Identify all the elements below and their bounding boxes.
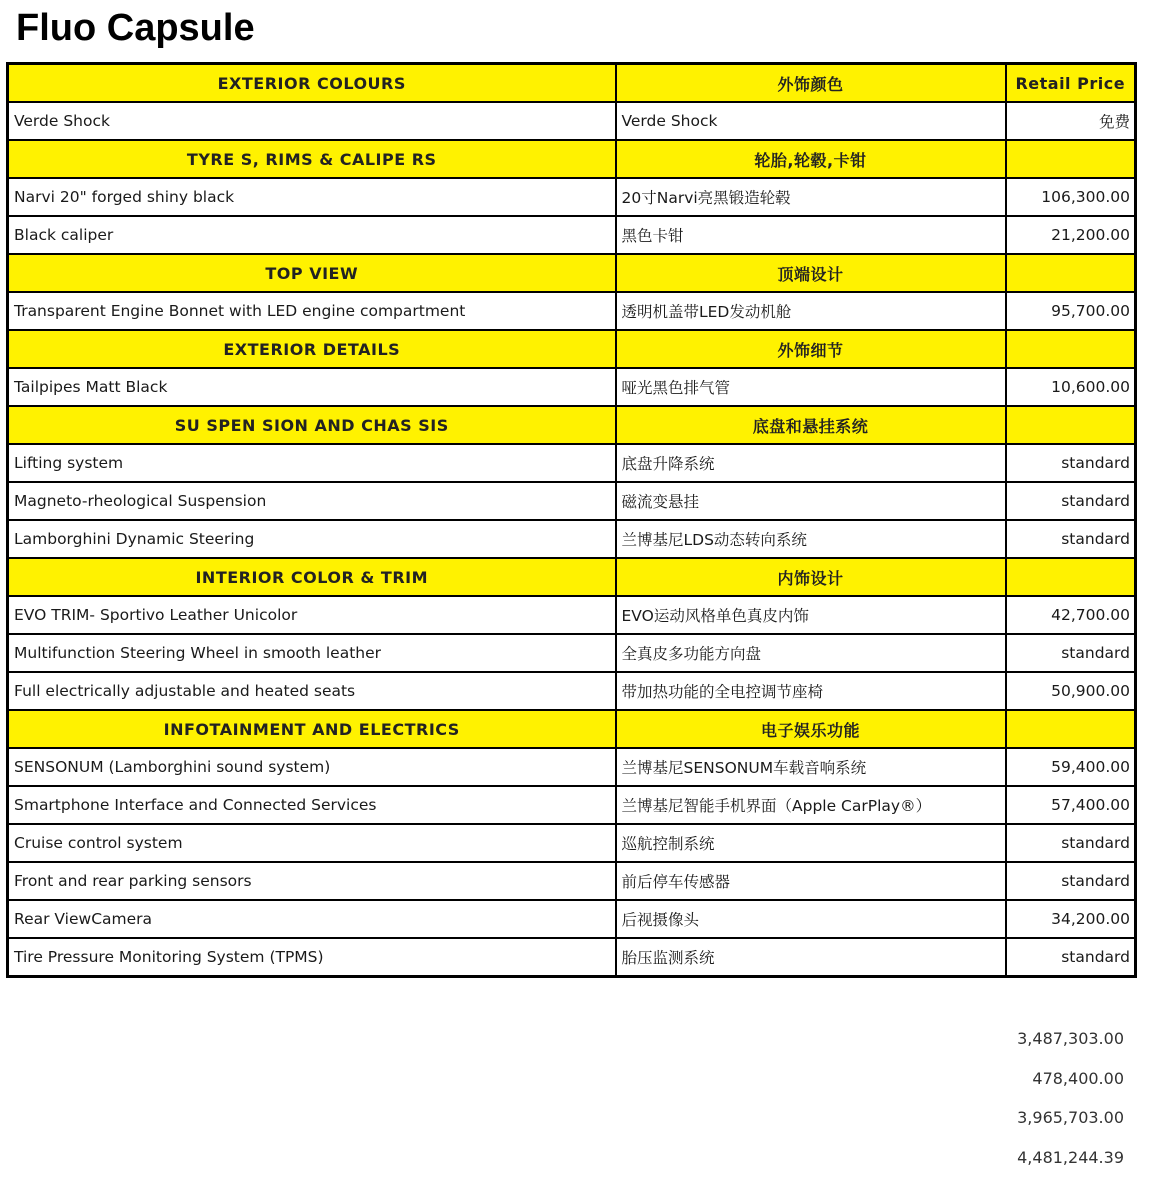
option-price: standard [1006, 444, 1136, 482]
section-header-zh: 电子娱乐功能 [616, 710, 1006, 748]
total-value: 478,400.00 [1032, 1068, 1124, 1088]
section-header-en: TOP VIEW [8, 254, 616, 292]
option-name-zh: EVO运动风格单色真皮内饰 [616, 596, 1006, 634]
section-header-price: Retail Price [1006, 64, 1136, 103]
table-row [8, 520, 1136, 558]
option-name-zh: 前后停车传感器 [616, 862, 1006, 900]
section-header-price [1006, 140, 1136, 178]
section-header-zh: 轮胎,轮毂,卡钳 [616, 140, 1006, 178]
options-table [6, 62, 1137, 978]
section-header-row [8, 140, 1136, 178]
option-price: 106,300.00 [1006, 178, 1136, 216]
options-table-body [8, 64, 1136, 977]
option-name-en: Magneto-rheological Suspension [8, 482, 616, 520]
option-name-zh: 兰博基尼智能手机界面（Apple CarPlay®） [616, 786, 1006, 824]
option-name-en: Cruise control system [8, 824, 616, 862]
section-header-en: EXTERIOR COLOURS [8, 64, 616, 103]
option-price: 34,200.00 [1006, 900, 1136, 938]
option-name-zh: Verde Shock [616, 102, 1006, 140]
section-header-row [8, 710, 1136, 748]
table-row [8, 748, 1136, 786]
option-name-zh: 后视摄像头 [616, 900, 1006, 938]
section-header-price [1006, 558, 1136, 596]
option-name-zh: 巡航控制系统 [616, 824, 1006, 862]
section-header-row [8, 330, 1136, 368]
section-header-en: EXTERIOR DETAILS [8, 330, 616, 368]
option-name-zh: 哑光黑色排气管 [616, 368, 1006, 406]
option-price: 免费 [1006, 102, 1136, 140]
section-header-row [8, 64, 1136, 103]
section-header-zh: 顶端设计 [616, 254, 1006, 292]
section-header-en: INFOTAINMENT AND ELECTRICS [8, 710, 616, 748]
option-name-en: Lamborghini Dynamic Steering [8, 520, 616, 558]
option-price: 10,600.00 [1006, 368, 1136, 406]
section-header-row [8, 254, 1136, 292]
option-name-en: Tailpipes Matt Black [8, 368, 616, 406]
total-value: 4,481,244.39 [1017, 1147, 1124, 1167]
option-price: standard [1006, 634, 1136, 672]
section-header-row [8, 558, 1136, 596]
section-header-zh: 外饰颜色 [616, 64, 1006, 103]
table-row [8, 596, 1136, 634]
table-row [8, 824, 1136, 862]
table-row [8, 444, 1136, 482]
option-name-en: Lifting system [8, 444, 616, 482]
section-header-zh: 内饰设计 [616, 558, 1006, 596]
table-row [8, 216, 1136, 254]
option-name-en: Multifunction Steering Wheel in smooth leather [8, 634, 616, 672]
option-price: 57,400.00 [1006, 786, 1136, 824]
option-name-en: Front and rear parking sensors [8, 862, 616, 900]
option-name-zh: 底盘升降系统 [616, 444, 1006, 482]
section-header-price [1006, 330, 1136, 368]
option-name-zh: 兰博基尼SENSONUM车载音响系统 [616, 748, 1006, 786]
option-name-zh: 透明机盖带LED发动机舱 [616, 292, 1006, 330]
table-row [8, 292, 1136, 330]
page-title: Fluo Capsule [16, 7, 255, 49]
option-price: standard [1006, 938, 1136, 977]
table-row [8, 672, 1136, 710]
option-name-zh: 20寸Narvi亮黑锻造轮毂 [616, 178, 1006, 216]
section-header-price [1006, 406, 1136, 444]
option-price: 21,200.00 [1006, 216, 1136, 254]
option-price: standard [1006, 824, 1136, 862]
option-name-en: Tire Pressure Monitoring System (TPMS) [8, 938, 616, 977]
table-row [8, 938, 1136, 977]
total-value: 3,965,703.00 [1017, 1108, 1124, 1127]
section-header-zh: 底盘和悬挂系统 [616, 406, 1006, 444]
option-name-en: EVO TRIM- Sportivo Leather Unicolor [8, 596, 616, 634]
option-name-en: Narvi 20" forged shiny black [8, 178, 616, 216]
section-header-row [8, 406, 1136, 444]
table-row [8, 786, 1136, 824]
option-name-en: Transparent Engine Bonnet with LED engine compartment [8, 292, 616, 330]
option-name-en: Rear ViewCamera [8, 900, 616, 938]
option-name-zh: 黑色卡钳 [616, 216, 1006, 254]
option-price: 95,700.00 [1006, 292, 1136, 330]
option-price: standard [1006, 482, 1136, 520]
option-name-en: SENSONUM (Lamborghini sound system) [8, 748, 616, 786]
table-row [8, 482, 1136, 520]
section-header-en: TYRE S, RIMS & CALIPE RS [8, 140, 616, 178]
option-price: standard [1006, 520, 1136, 558]
table-row [8, 102, 1136, 140]
total-value: 3,487,303.00 [1017, 1029, 1124, 1048]
table-row [8, 368, 1136, 406]
section-header-zh: 外饰细节 [616, 330, 1006, 368]
section-header-price [1006, 254, 1136, 292]
option-name-zh: 带加热功能的全电控调节座椅 [616, 672, 1006, 710]
section-header-en: SU SPEN SION AND CHAS SIS [8, 406, 616, 444]
section-header-en: INTERIOR COLOR & TRIM [8, 558, 616, 596]
option-name-zh: 兰博基尼LDS动态转向系统 [616, 520, 1006, 558]
option-name-en: Full electrically adjustable and heated seats [8, 672, 616, 710]
option-price: standard [1006, 862, 1136, 900]
option-name-zh: 胎压监测系统 [616, 938, 1006, 977]
option-name-en: Black caliper [8, 216, 616, 254]
option-price: 42,700.00 [1006, 596, 1136, 634]
option-name-en: Verde Shock [8, 102, 616, 140]
table-row [8, 634, 1136, 672]
totals-block [1017, 1024, 1124, 1182]
option-name-zh: 全真皮多功能方向盘 [616, 634, 1006, 672]
table-row [8, 862, 1136, 900]
table-row [8, 900, 1136, 938]
table-row [8, 178, 1136, 216]
option-name-zh: 磁流变悬挂 [616, 482, 1006, 520]
option-name-en: Smartphone Interface and Connected Services [8, 786, 616, 824]
option-price: 59,400.00 [1006, 748, 1136, 786]
option-price: 50,900.00 [1006, 672, 1136, 710]
section-header-price [1006, 710, 1136, 748]
